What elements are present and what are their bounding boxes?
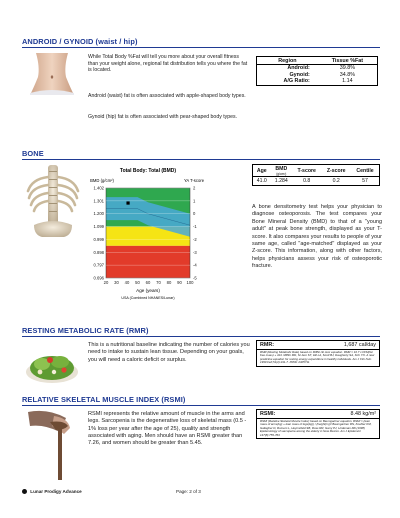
y-tick-label: 0.696 xyxy=(93,275,104,281)
x-tick-label: 70 xyxy=(156,280,161,285)
y-tick-label: 1.402 xyxy=(93,185,104,191)
y2-tick-label: 1 xyxy=(193,198,196,204)
header-tscore: T-score xyxy=(292,165,321,177)
rsmi-box xyxy=(256,409,380,439)
table-header-region: Region xyxy=(257,57,318,65)
header-centile: Centile xyxy=(351,165,379,177)
brand-name: Lunar Prodigy Advance xyxy=(30,489,82,494)
row-value: 34.8% xyxy=(339,71,356,78)
x-axis-label: Age (years) xyxy=(136,288,160,293)
section-divider xyxy=(22,336,380,337)
skeleton-image xyxy=(24,165,82,237)
table-header-tissue-fat: Tissue %Fat xyxy=(318,57,378,65)
value-age: 41.0 xyxy=(256,178,267,184)
table-row xyxy=(257,65,378,72)
table-row xyxy=(257,78,378,85)
row-label: Android: xyxy=(287,65,310,72)
y2-tick-label: -3 xyxy=(193,249,197,255)
rsmi-value: 8.48 kg/m² xyxy=(350,410,376,417)
y2-tick-label: 2 xyxy=(193,185,196,191)
rsmi-text: RSMI represents the relative amount of muscle in the arms and legs. Sarcopenia is the degenerative loss of skeletal mass (0.5 - 1% loss per year after the age of 25), quality and strength associated with aging. Men should have an RSMI greater than 7.26, and women should be greater than 5.45. xyxy=(88,411,247,447)
section-title-rmr: RESTING METABOLIC RATE (RMR) xyxy=(22,326,149,335)
rsmi-label: RSMI: xyxy=(260,410,276,417)
table-row xyxy=(257,72,378,79)
row-label: A/G Ratio: xyxy=(283,78,310,85)
header-zscore: Z-score xyxy=(321,165,351,177)
row-label: Gynoid: xyxy=(289,71,310,78)
y2-tick-label: -2 xyxy=(193,236,197,242)
header-bmd xyxy=(271,165,292,177)
rsmi-note: RSMI (Relative Skeletal Muscle Index) based on Baumgartner equation. RSMI = (lean mass of arms(kg) + lean mass of legs(kg)) / (height(m))² Baumgartner RN, Koehler KM, Gallagher D, Romero L, Heymsfield SB, Ross RR, Garry PJ, Lindeman RD (1998) Epidemiology of sarcopenia among the elderly in New Mexico. Am J Epidemiol 147(8):755-763 xyxy=(260,418,372,437)
section-divider xyxy=(22,405,380,406)
rmr-label: RMR: xyxy=(260,341,275,348)
band-red xyxy=(106,246,190,278)
section-title-bone: BONE xyxy=(22,149,44,158)
elderly-hand-photo xyxy=(24,410,80,480)
value-tscore: 0.8 xyxy=(303,178,311,184)
torso-photo xyxy=(24,53,80,95)
rmr-text: This is a nutritional baseline indicating the number of calories you need to intake to sustain lean tissue. Depending on your goals, you will need a caloric deficit or surplus. xyxy=(88,342,250,363)
patient-marker xyxy=(126,201,129,204)
x-tick-label: 20 xyxy=(103,280,109,285)
section-title-android: ANDROID / GYNOID (waist / hip) xyxy=(22,37,138,46)
header-age: Age xyxy=(253,165,271,177)
chart-title: Total Body: Total (BMD) xyxy=(119,168,177,174)
y-axis-label-left: BMD (g/cm²) xyxy=(90,178,114,183)
x-tick-label: 30 xyxy=(114,280,119,285)
value-centile: 57 xyxy=(362,178,368,184)
y-tick-label: 1.099 xyxy=(93,224,104,230)
bmd-table xyxy=(252,164,380,186)
value-bmd: 1.284 xyxy=(274,178,288,184)
x-tick-label: 40 xyxy=(124,280,130,285)
rmr-value: 1,687 cal/day xyxy=(343,341,376,348)
page-number: Page: 2 of 3 xyxy=(176,489,201,494)
y-axis-label-right: YA T-score xyxy=(183,178,205,183)
android-paragraph-3: Gynoid (hip) fat is often associated with pear-shaped body types. xyxy=(88,114,238,120)
y2-tick-label: -5 xyxy=(193,275,197,281)
y-tick-label: 1.200 xyxy=(93,211,104,217)
y2-tick-label: 0 xyxy=(193,211,196,217)
y-tick-label: 1.301 xyxy=(93,198,104,204)
y-tick-label: 0.898 xyxy=(93,249,104,255)
row-value: 1.14 xyxy=(342,78,353,85)
rmr-note: RMR (Resting Metabolic Rate) based on Mifflin-St Jeor equation. RMR = 10.7 x FFM(fat free mass) + 413. Mifflin MD, St Jeor ST, Hill LA, Scott BJ, Daugherty SA, Koh YO. A new predictive equation for resting energy expenditure in healthy individuals. Am J Clin Nutr. 1990 Feb;51(2):241-7. PMID: 2305711 xyxy=(260,349,375,365)
x-tick-label: 60 xyxy=(145,280,151,285)
rmr-box xyxy=(256,340,380,367)
x-tick-label: 100 xyxy=(186,280,194,285)
chart-source: USA (Combined NHANES/Lunar) xyxy=(121,296,175,300)
section-title-rsmi: RELATIVE SKELETAL MUSCLE INDEX (RSMI) xyxy=(22,395,186,404)
footer-brand xyxy=(22,489,82,494)
section-divider xyxy=(22,47,380,48)
y-tick-label: 0.797 xyxy=(93,262,104,268)
salad-photo xyxy=(24,342,80,386)
value-zscore: 0.2 xyxy=(332,178,340,184)
header-bmd-unit: (g/cm²) xyxy=(276,171,287,176)
row-value: 39.8% xyxy=(339,65,356,72)
android-gynoid-table xyxy=(256,56,378,86)
section-divider xyxy=(22,159,380,160)
y2-tick-label: -4 xyxy=(193,262,197,268)
table-row xyxy=(253,177,380,186)
android-paragraph-2: Android (waist) fat is often associated with apple-shaped body types. xyxy=(88,93,246,99)
bmd-chart xyxy=(84,168,254,300)
x-tick-label: 90 xyxy=(177,280,182,285)
y2-tick-label: -1 xyxy=(193,224,197,230)
x-tick-label: 50 xyxy=(135,280,140,285)
android-paragraph-1: While Total Body %Fat will tell you more about your overall fitness than your weight alone, regional fat distribution tells you where the fat is located. xyxy=(88,54,248,74)
y-tick-label: 0.999 xyxy=(93,236,104,242)
header-bmd-label: BMD xyxy=(275,165,288,172)
x-tick-label: 80 xyxy=(166,280,172,285)
brand-logo-icon xyxy=(22,489,27,494)
bone-description: A bone densitometry test helps your physician to diagnose osteoporosis. The test compares your Bone Mineral Density (BMD) to that of a "young adult" at peak bone strength, displayed as your T-score. It also compares your results to people of your same age, called "age-matched" displayed as your Z-score. This information, along with other factors, helps physicians assess your risk of osteoporotic fracture. xyxy=(252,204,382,270)
